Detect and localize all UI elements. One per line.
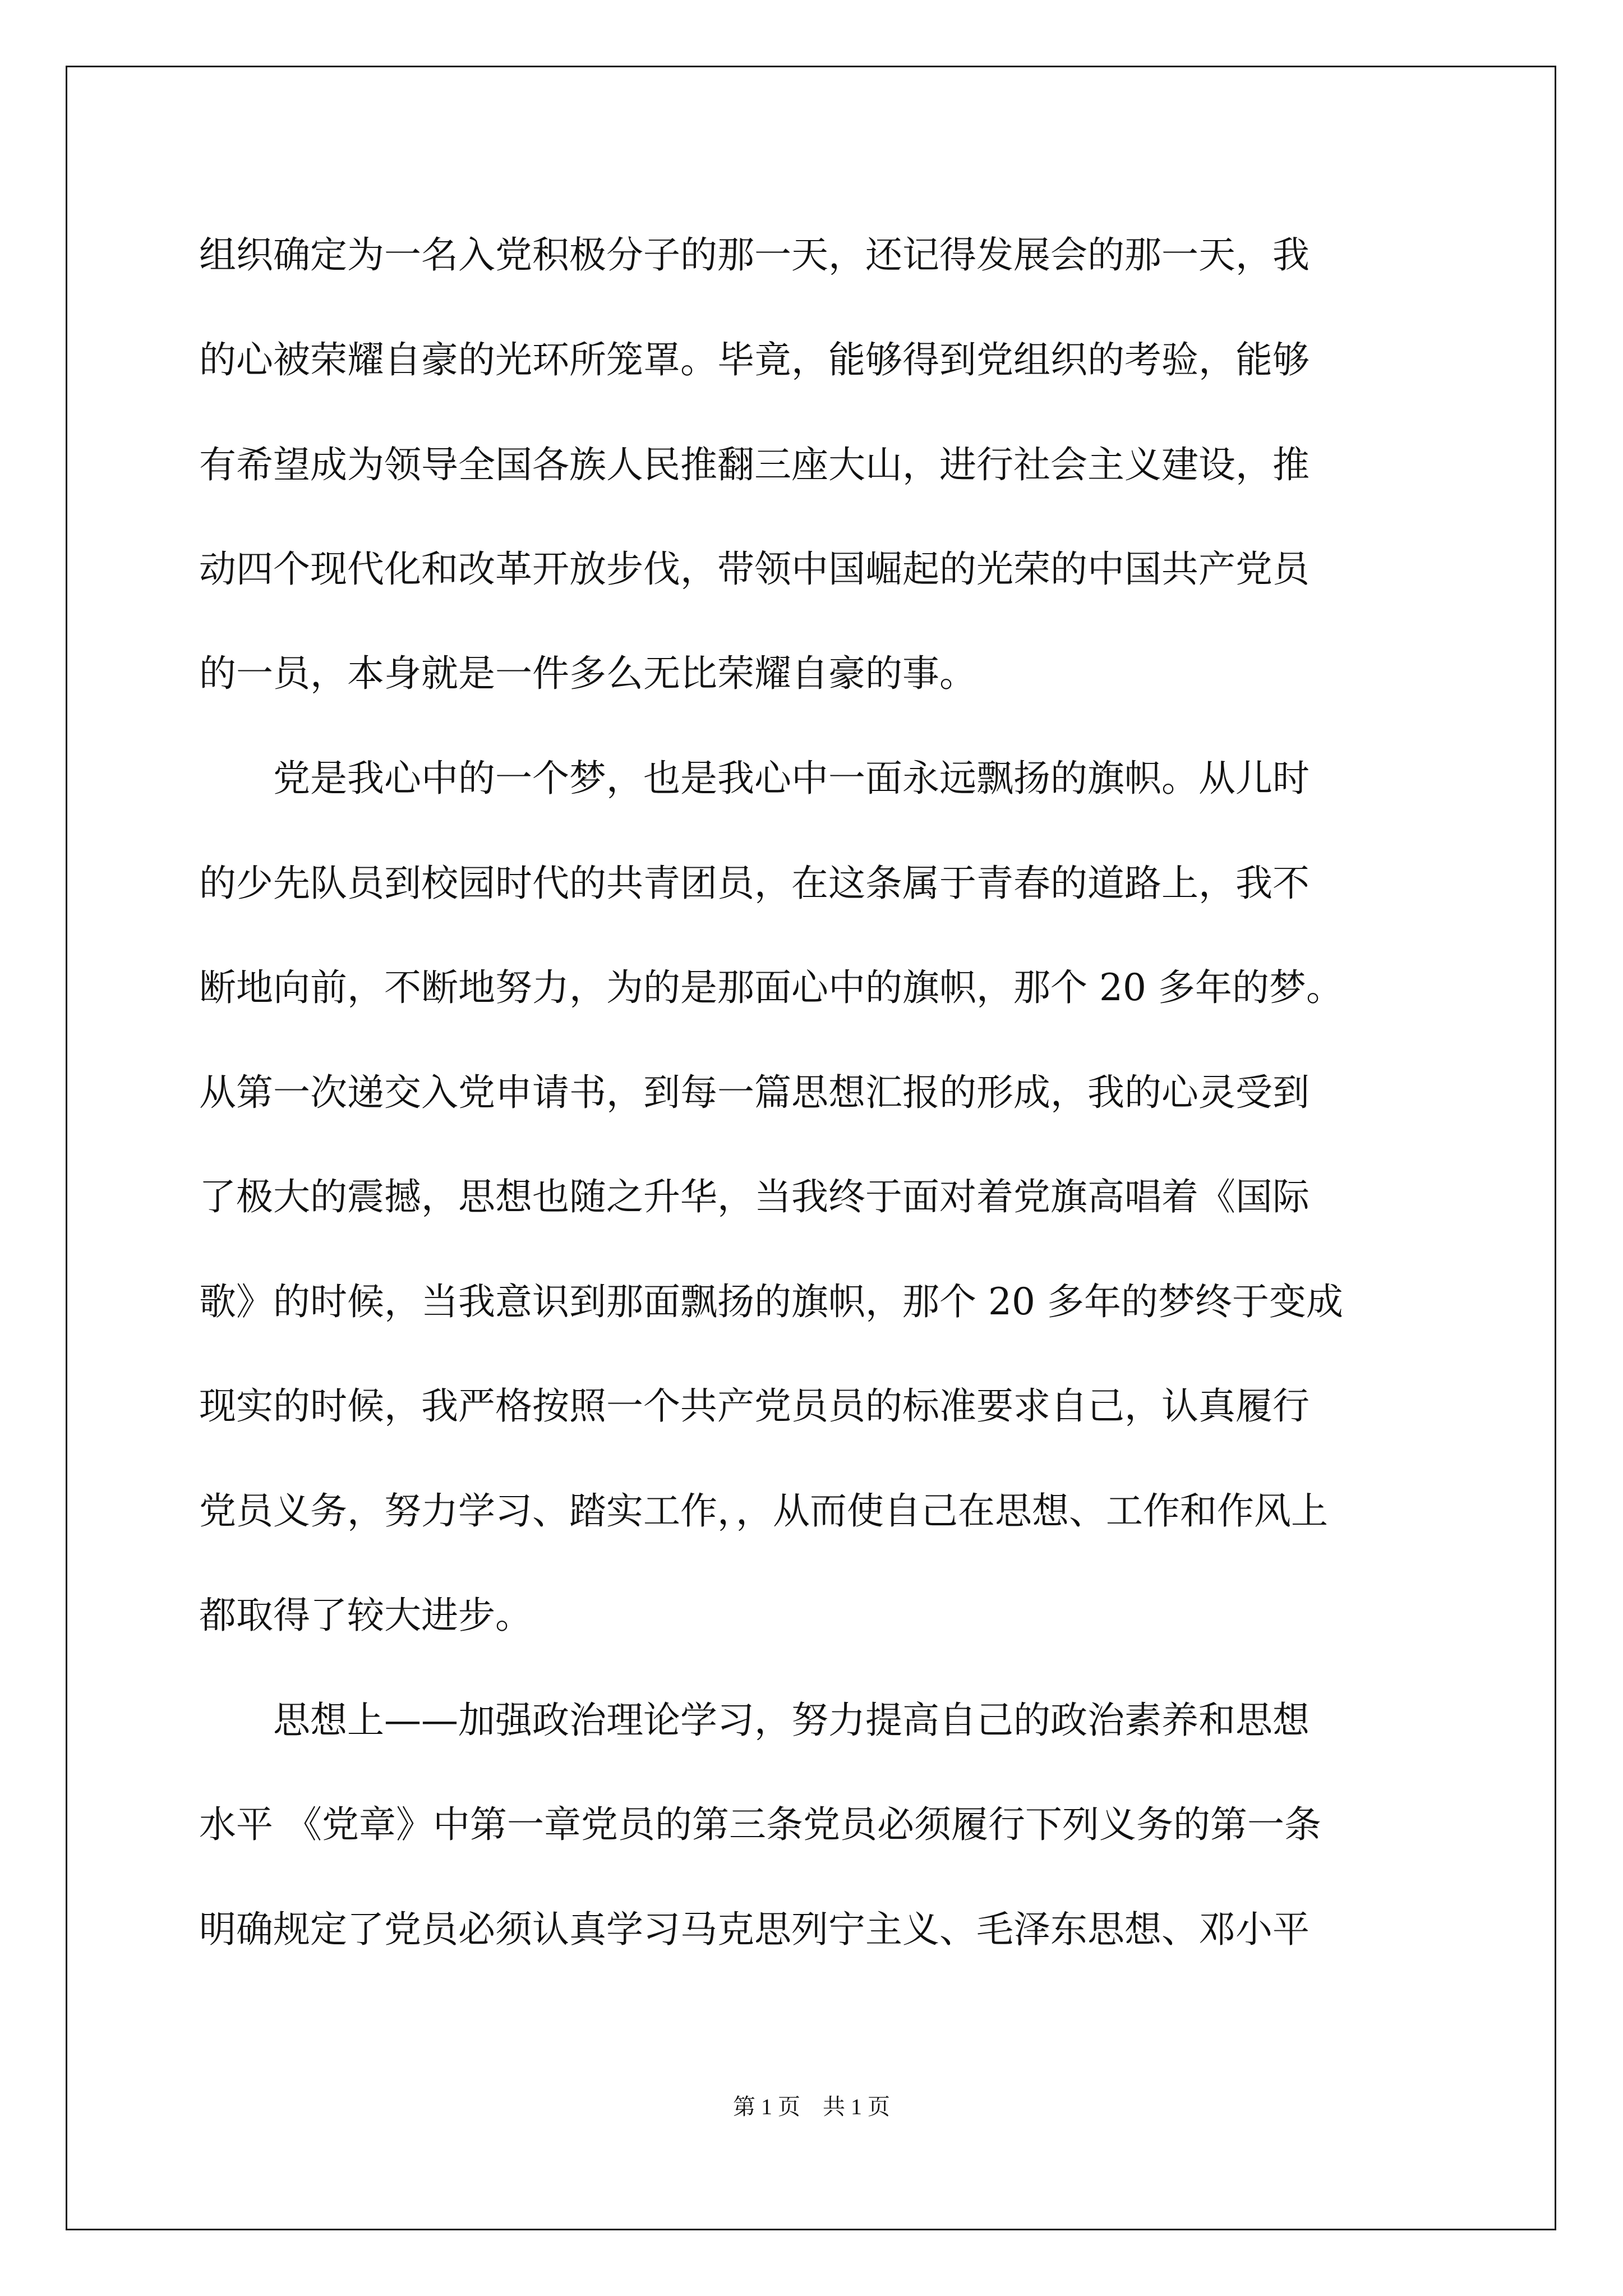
text-line: 的一员，本身就是一件多么无比荣耀自豪的事。 [199, 652, 976, 695]
text-line: 动四个现代化和改革开放步伐，带领中国崛起的光荣的中国共产党员 [199, 547, 1310, 591]
text-line: 明确规定了党员必须认真学习马克思列宁主义、毛泽东思想、邓小平 [199, 1908, 1310, 1951]
text-line: 水平 《党章》中第一章党员的第三条党员必须履行下列义务的第一条 [199, 1803, 1321, 1846]
text-line: 了极大的震撼，思想也随之升华，当我终于面对着党旗高唱着《国际 [199, 1175, 1310, 1218]
text-line: 党员义务，努力学习、踏实工作，，从而使自己在思想、工作和作风上 [199, 1489, 1328, 1533]
page-number-footer: 第 1 页 共 1 页 [733, 2094, 890, 2119]
text-line: 歌》的时候，当我意识到那面飘扬的旗帜，那个 20 多年的梦终于变成 [199, 1280, 1343, 1323]
text-line: 党是我心中的一个梦，也是我心中一面永远飘扬的旗帜。从儿时 [199, 757, 1310, 800]
text-line: 的心被荣耀自豪的光环所笼罩。毕竟，能够得到党组织的考验，能够 [199, 338, 1310, 381]
text-line: 从第一次递交入党申请书，到每一篇思想汇报的形成，我的心灵受到 [199, 1071, 1310, 1114]
text-line: 组织确定为一名入党积极分子的那一天，还记得发展会的那一天，我 [199, 233, 1310, 277]
text-line: 现实的时候，我严格按照一个共产党员员的标准要求自己，认真履行 [199, 1384, 1310, 1428]
text-line: 都取得了较大进步。 [199, 1594, 532, 1637]
text-line: 断地向前，不断地努力，为的是那面心中的旗帜，那个 20 多年的梦。 [199, 966, 1343, 1009]
text-line: 的少先队员到校园时代的共青团员，在这条属于青春的道路上，我不 [199, 862, 1310, 905]
text-line: 有希望成为领导全国各族人民推翻三座大山，进行社会主义建设，推 [199, 443, 1310, 486]
text-line: 思想上——加强政治理论学习，努力提高自己的政治素养和思想 [199, 1699, 1310, 1742]
